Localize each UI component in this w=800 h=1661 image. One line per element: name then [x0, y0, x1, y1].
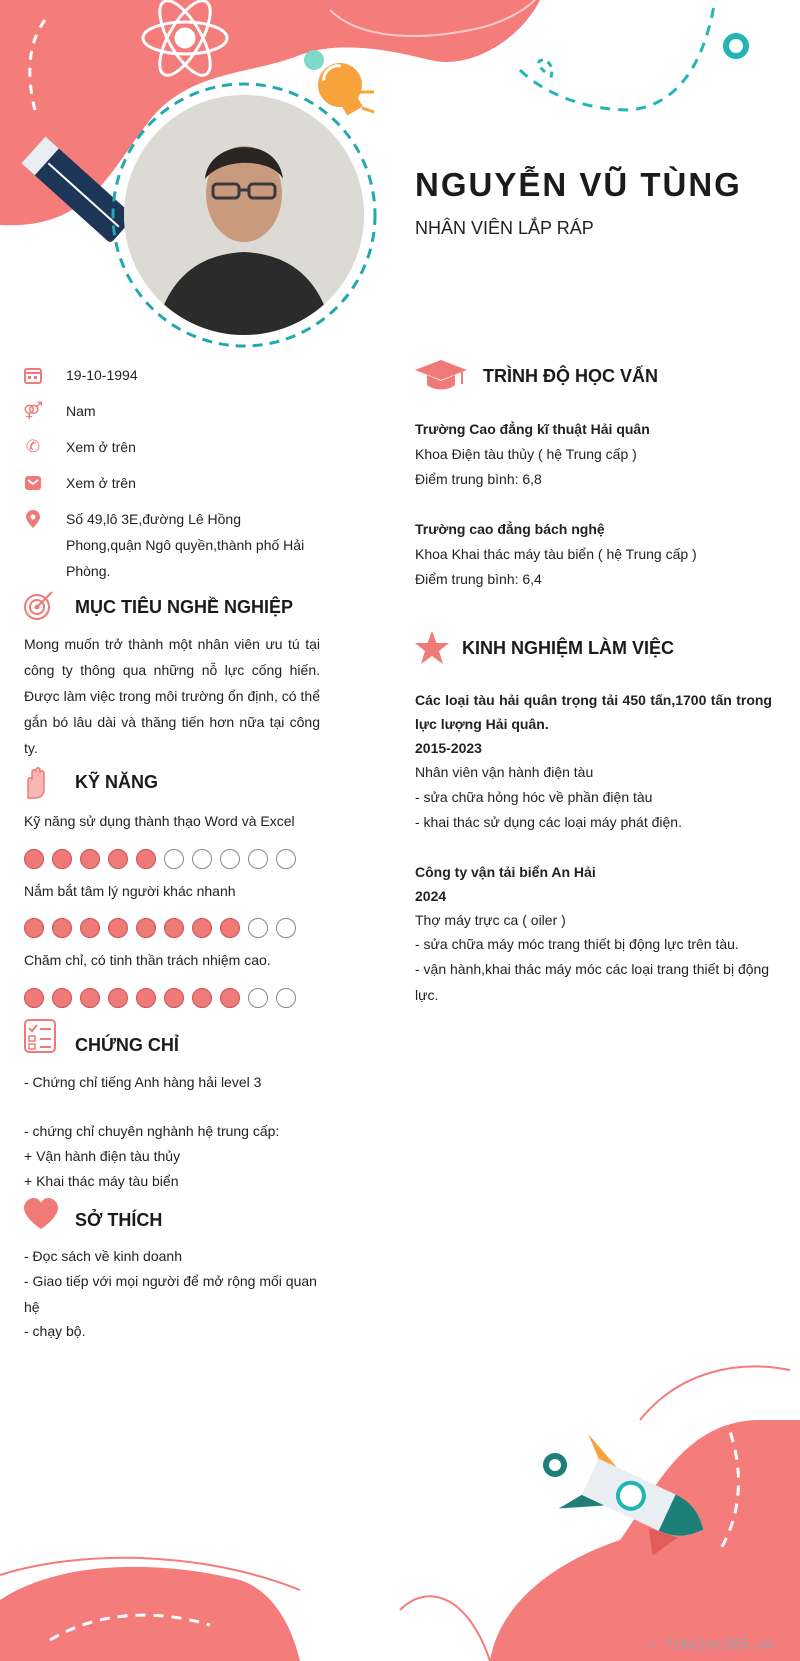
- experience-duty: - vận hành,khai thác máy móc các loại trang thiết bị động lực.: [415, 961, 770, 1003]
- rating-dot-filled: [24, 918, 44, 938]
- location-pin-icon: [24, 506, 42, 532]
- job-title: NHÂN VIÊN LẮP RÁP: [415, 218, 594, 238]
- certificate-line: - chứng chỉ chuyên nghành hệ trung cấp:: [24, 1123, 280, 1139]
- rating-dot-filled: [220, 918, 240, 938]
- rating-dot-filled: [108, 849, 128, 869]
- rating-dot-filled: [136, 988, 156, 1008]
- rating-dot-filled: [52, 988, 72, 1008]
- experience-title: KINH NGHIỆM LÀM VIỆC: [462, 638, 675, 658]
- skill-rating-1: [24, 849, 296, 869]
- rating-dot-empty: [248, 918, 268, 938]
- checklist-icon: [24, 1019, 56, 1053]
- rating-dot-empty: [276, 918, 296, 938]
- contact-phone: [24, 434, 136, 460]
- skill-rating-3: [24, 988, 296, 1008]
- rating-dot-empty: [248, 988, 268, 1008]
- certificate-line: + Khai thác máy tàu biển: [24, 1173, 179, 1189]
- certificates-title: CHỨNG CHỈ: [75, 1035, 179, 1055]
- skills-title: KỸ NĂNG: [75, 772, 159, 792]
- contact-birthday: [24, 362, 138, 388]
- rating-dot-filled: [164, 988, 184, 1008]
- candidate-name: NGUYỄN VŨ TÙNG: [415, 166, 742, 203]
- experience-duty: - khai thác sử dụng các loại máy phát điện.: [415, 814, 682, 830]
- skill-rating-2: [24, 918, 296, 938]
- education-school: Trường Cao đẳng kĩ thuật Hải quân: [415, 421, 650, 437]
- contact-address: [24, 506, 316, 584]
- rating-dot-empty: [276, 849, 296, 869]
- education-school: Trường cao đẳng bách nghệ: [415, 521, 605, 537]
- rating-dot-filled: [108, 918, 128, 938]
- objective-text: Mong muốn trở thành một nhân viên ưu tú tại công ty thông qua những nỗ lực cống hiến. Được làm việc trong môi trường ổn định, có thể gắn bó lâu dài và thăng tiến hơn nữa tại công ty.: [24, 636, 320, 756]
- profile-photo: [113, 84, 375, 346]
- footer-decoration: [0, 1360, 800, 1661]
- experience-duty: - sửa chữa hỏng hóc về phần điện tàu: [415, 789, 653, 805]
- rating-dot-filled: [52, 918, 72, 938]
- rating-dot-filled: [80, 918, 100, 938]
- rating-dot-filled: [24, 988, 44, 1008]
- contact-gender-text: Nam: [66, 403, 96, 419]
- rating-dot-filled: [192, 918, 212, 938]
- skill-label: Nắm bắt tâm lý người khác nhanh: [24, 883, 236, 899]
- calendar-icon: [24, 362, 42, 388]
- experience-company: Công ty vận tải biển An Hải: [415, 864, 596, 880]
- contact-email-text: Xem ở trên: [66, 475, 136, 491]
- experience-role: Thợ máy trực ca ( oiler ): [415, 912, 566, 928]
- rating-dot-filled: [136, 918, 156, 938]
- hobbies-title: SỞ THÍCH: [75, 1210, 163, 1230]
- rating-dot-filled: [136, 849, 156, 869]
- contact-gender: [24, 398, 96, 424]
- star-icon: [414, 630, 450, 666]
- rating-dot-filled: [80, 988, 100, 1008]
- skill-label: Kỹ năng sử dụng thành thạo Word và Excel: [24, 813, 295, 829]
- contact-address-text: Số 49,lô 3E,đường Lê Hồng Phong,quận Ngô quyền,thành phố Hải Phòng.: [66, 511, 305, 579]
- rating-dot-empty: [192, 849, 212, 869]
- contact-phone-text: Xem ở trên: [66, 439, 136, 455]
- rating-dot-filled: [24, 849, 44, 869]
- rating-dot-empty: [248, 849, 268, 869]
- rating-dot-empty: [220, 849, 240, 869]
- education-major: Khoa Điện tàu thủy ( hệ Trung cấp ): [415, 446, 637, 462]
- experience-company: Các loại tàu hải quân trọng tải 450 tấn,1700 tấn trong lực lượng Hải quân.: [415, 692, 772, 732]
- education-major: Khoa Khai thác máy tàu biển ( hệ Trung cấp ): [415, 546, 697, 562]
- experience-role: Nhân viên vận hành điện tàu: [415, 764, 594, 780]
- heart-icon: [23, 1198, 59, 1230]
- phone-icon: ✆: [25, 437, 41, 456]
- rating-dot-filled: [80, 849, 100, 869]
- email-icon: [24, 470, 42, 496]
- contact-birthday-text: 19-10-1994: [66, 367, 138, 383]
- hand-icon: [22, 766, 50, 800]
- education-title: TRÌNH ĐỘ HỌC VẤN: [483, 366, 658, 386]
- gender-icon: ⚤: [23, 401, 43, 420]
- rating-dot-filled: [192, 988, 212, 1008]
- rating-dot-empty: [276, 988, 296, 1008]
- hobby-line: - Đọc sách về kinh doanh: [24, 1248, 182, 1264]
- certificate-line: + Vận hành điện tàu thủy: [24, 1148, 181, 1164]
- education-gpa: Điểm trung bình: 6,4: [415, 571, 542, 587]
- rating-dot-filled: [52, 849, 72, 869]
- objective-title: MỤC TIÊU NGHỀ NGHIỆP: [75, 597, 294, 617]
- rating-dot-filled: [220, 988, 240, 1008]
- certificate-line: - Chứng chỉ tiếng Anh hàng hải level 3: [24, 1074, 262, 1090]
- education-gpa: Điểm trung bình: 6,8: [415, 471, 542, 487]
- hobby-line: - Giao tiếp với mọi người để mở rộng mối quan hệ: [24, 1273, 317, 1315]
- experience-period: 2024: [415, 888, 447, 904]
- watermark: ∴ Timviec365.vn: [647, 1637, 774, 1653]
- experience-duty: - sửa chữa máy móc trang thiết bị động lực trên tàu.: [415, 936, 739, 952]
- skill-label: Chăm chỉ, có tinh thần trách nhiệm cao.: [24, 952, 271, 968]
- hobby-line: - chạy bộ.: [24, 1323, 86, 1339]
- contact-email: [24, 470, 136, 496]
- rating-dot-filled: [108, 988, 128, 1008]
- experience-period: 2015-2023: [415, 740, 482, 756]
- rating-dot-empty: [164, 849, 184, 869]
- graduation-cap-icon: [414, 358, 468, 392]
- target-icon: [22, 588, 56, 622]
- rating-dot-filled: [164, 918, 184, 938]
